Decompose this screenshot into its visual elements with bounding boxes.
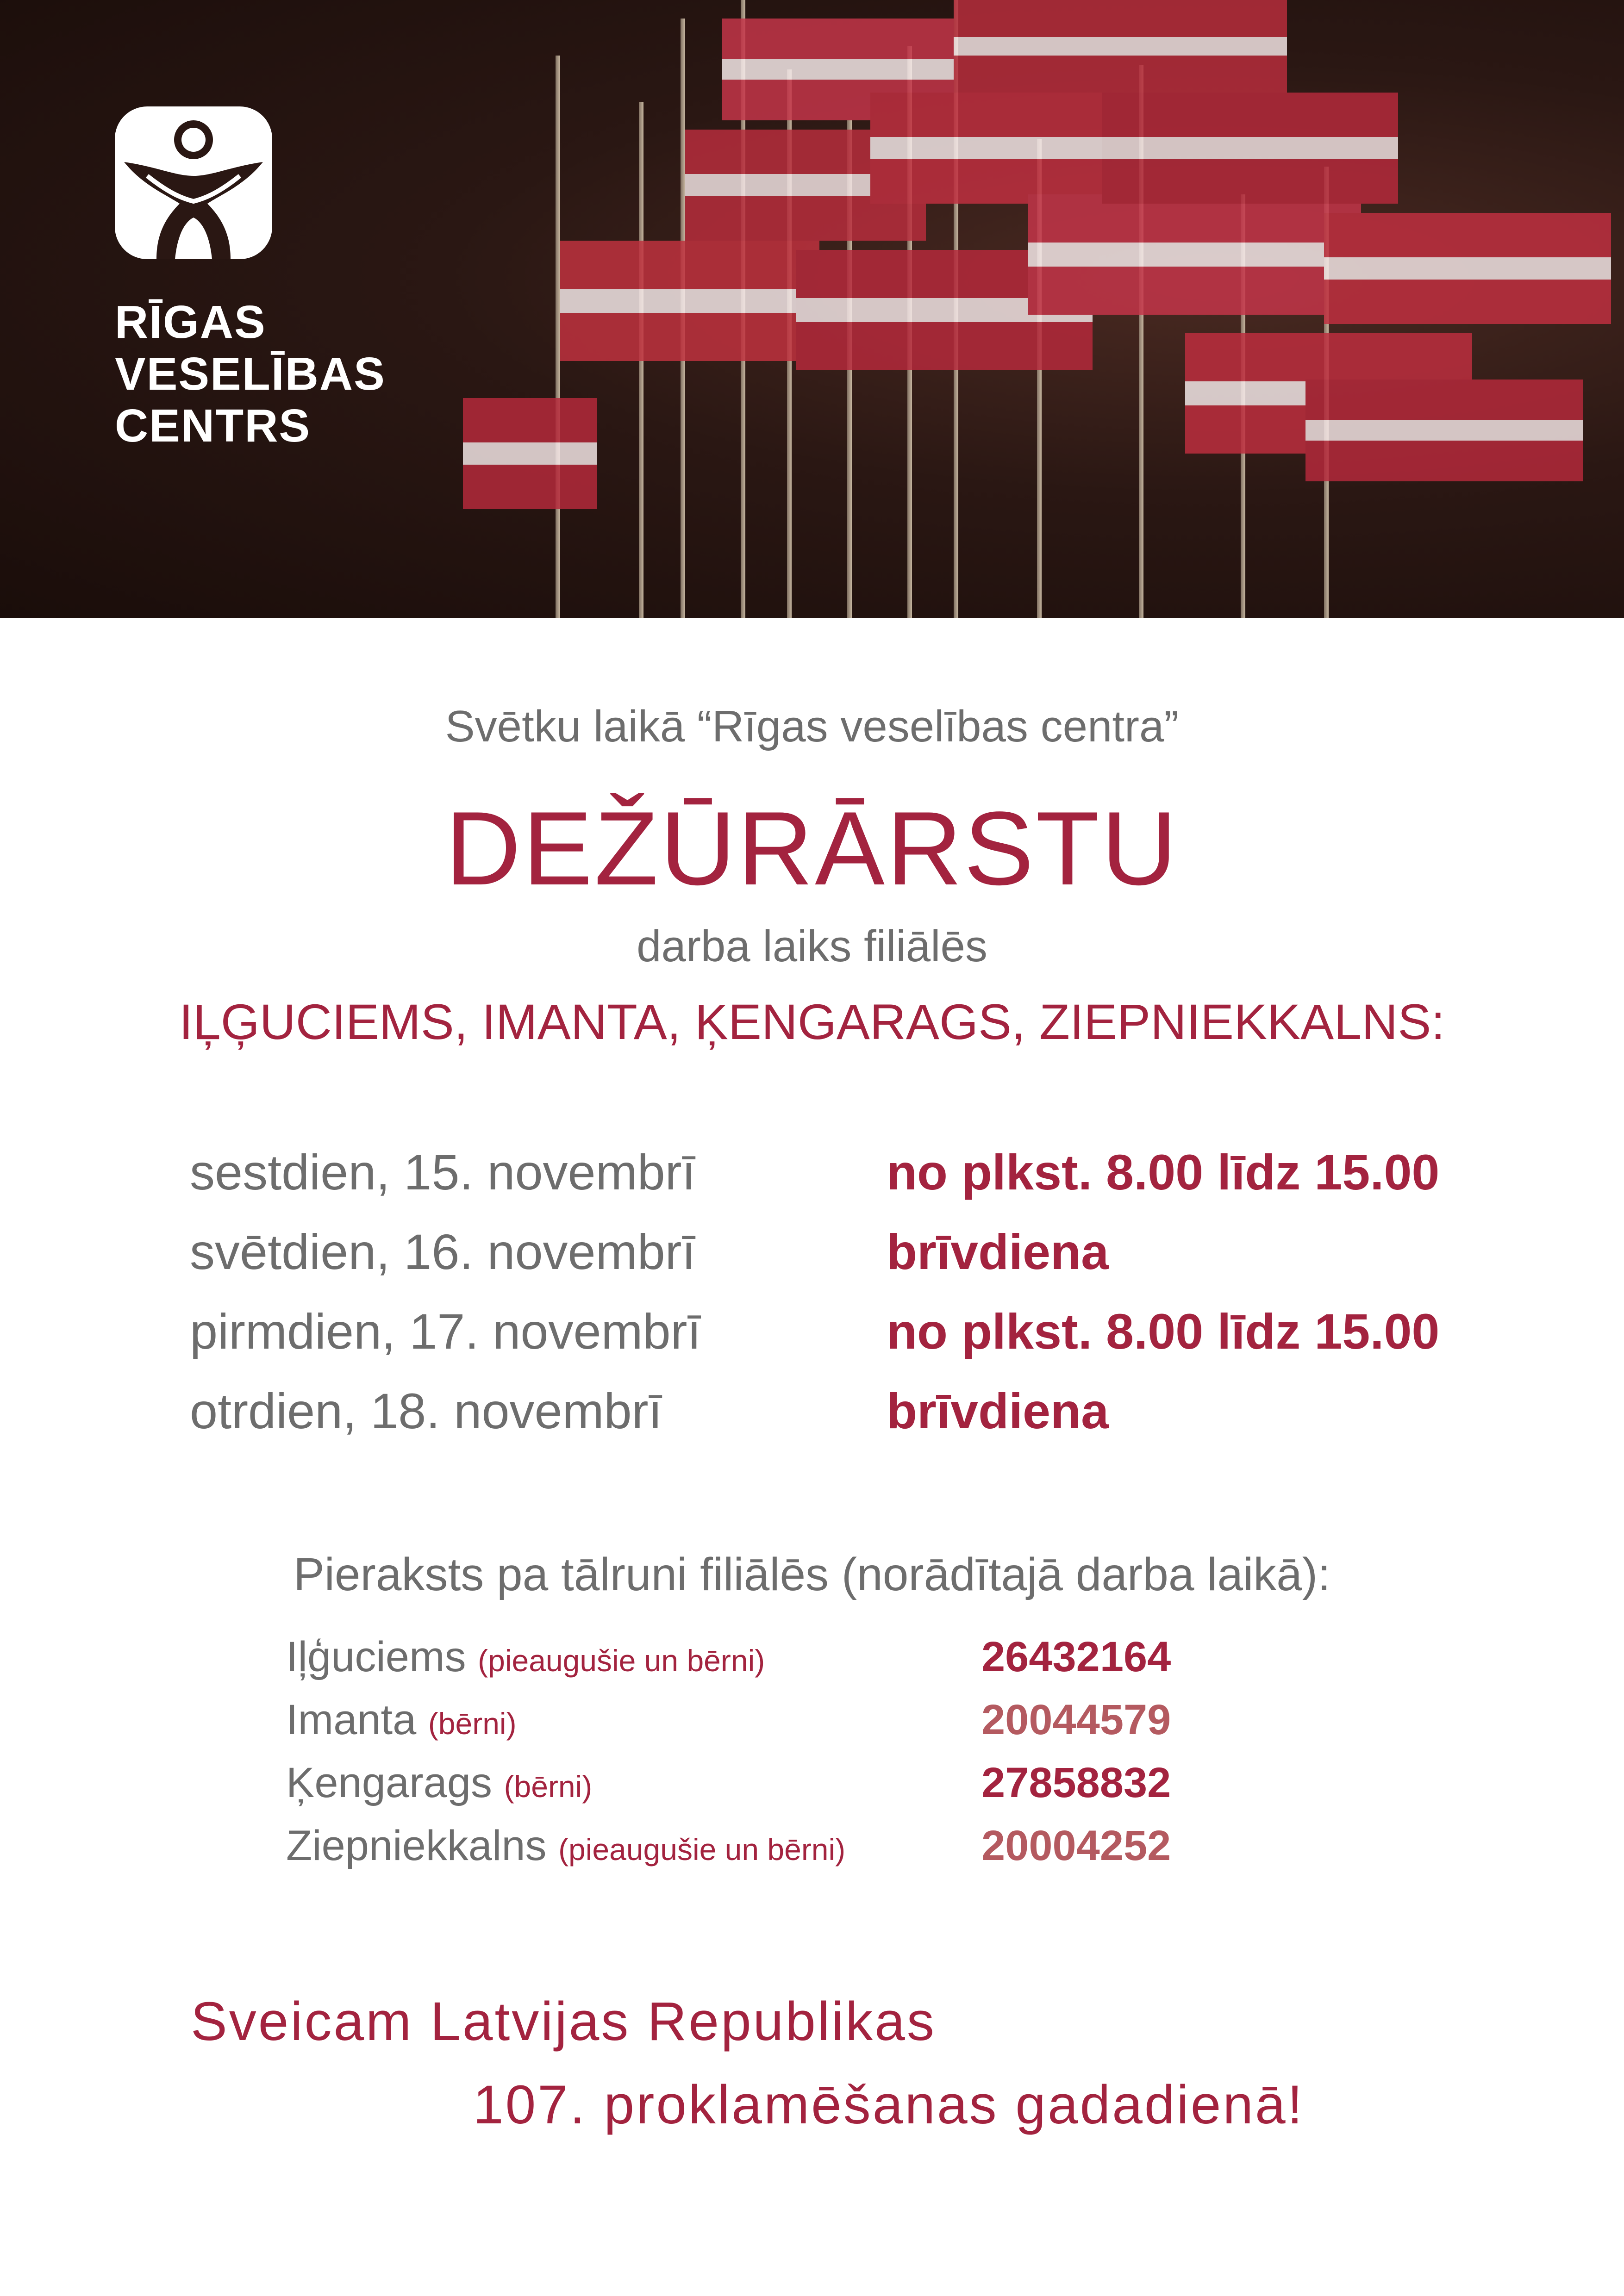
figure-emblem-icon: [115, 106, 272, 259]
phone-branch-name: Iļģuciems: [286, 1633, 466, 1680]
phone-row: [286, 1822, 1397, 1885]
schedule-day: otrdien, 18. novembrī: [190, 1383, 662, 1439]
phone-number[interactable]: 20044579: [981, 1696, 1171, 1743]
schedule-row: [190, 1302, 1486, 1382]
schedule-day: sestdien, 15. novembrī: [190, 1144, 696, 1200]
intro-text: Svētku laikā “Rīgas veselības centra”: [445, 702, 1179, 751]
phone-branch-note: (pieaugušie un bērni): [478, 1643, 765, 1678]
phone-branch-name: Imanta: [286, 1696, 417, 1743]
schedule-time: no plkst. 8.00 līdz 15.00: [887, 1303, 1440, 1359]
logo-line: VESELĪBAS: [115, 348, 386, 400]
phone-branch-name: Ziepniekkalns: [286, 1822, 547, 1869]
branch-list: IĻĢUCIEMS, IMANTA, ĶENGARAGS, ZIEPNIEKKALNS:: [179, 994, 1445, 1050]
schedule-table: [190, 1143, 1486, 1462]
schedule-time: brīvdiena: [887, 1224, 1109, 1280]
phone-branch: [286, 1696, 517, 1744]
phone-number[interactable]: 20004252: [981, 1822, 1171, 1869]
page-title: DEŽŪRĀRSTU: [445, 790, 1179, 907]
schedule-day: pirmdien, 17. novembrī: [190, 1303, 701, 1359]
schedule-time: brīvdiena: [887, 1383, 1109, 1439]
logo-line: CENTRS: [115, 400, 311, 452]
greeting-line-2: 107. proklamēšanas gadadienā!: [473, 2074, 1305, 2135]
schedule-time: no plkst. 8.00 līdz 15.00: [887, 1144, 1440, 1200]
phone-number[interactable]: 27858832: [981, 1759, 1171, 1806]
phone-branch: [286, 1822, 845, 1870]
schedule-row: [190, 1143, 1486, 1223]
schedule-day: svētdien, 16. novembrī: [190, 1224, 696, 1280]
subtitle: darba laiks filiālēs: [637, 921, 987, 971]
phone-branch-name: Ķengarags: [286, 1759, 492, 1806]
phone-list: [286, 1633, 1397, 1885]
logo: [115, 106, 386, 452]
latvian-flags-photo: [463, 0, 1624, 618]
phone-branch-note: (pieaugušie un bērni): [558, 1832, 846, 1867]
phone-row: [286, 1633, 1397, 1696]
phone-branch-note: (bērni): [504, 1769, 593, 1804]
header-banner: [0, 0, 1624, 618]
phone-row: [286, 1696, 1397, 1759]
phone-heading: Pieraksts pa tālruni filiālēs (norādītajā darba laikā):: [294, 1549, 1330, 1600]
schedule-row: [190, 1382, 1486, 1462]
phone-branch-note: (bērni): [428, 1706, 517, 1741]
phone-row: [286, 1759, 1397, 1822]
phone-branch: [286, 1759, 592, 1807]
schedule-row: [190, 1223, 1486, 1302]
logo-line: RĪGAS: [115, 296, 266, 348]
greeting-line-1: Sveicam Latvijas Republikas: [191, 1991, 936, 2052]
logo-wordmark: [115, 296, 386, 452]
phone-number[interactable]: 26432164: [981, 1633, 1171, 1680]
phone-branch: [286, 1633, 765, 1681]
